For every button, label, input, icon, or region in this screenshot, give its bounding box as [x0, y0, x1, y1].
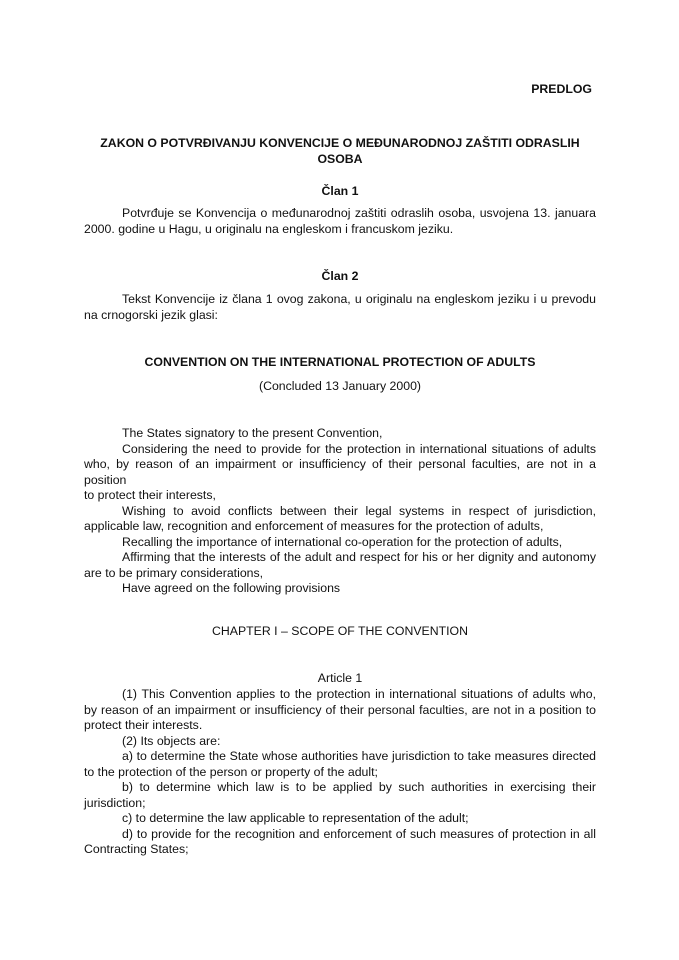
- preamble-p3-line-2: applicable law, recognition and enforcement of measures for the protection of adults,: [84, 519, 544, 533]
- convention-subtitle: (Concluded 13 January 2000): [258, 379, 421, 393]
- article-1-c: c) to determine the law applicable to representation of the adult;: [122, 811, 469, 825]
- article-1-line-2: 2000. godine u Hagu, u originalu na engleskom i francuskom jeziku.: [84, 221, 454, 236]
- preamble-p5-line-1: Affirming that the interests of the adult and respect for his or her dignity and autonomy: [122, 550, 596, 564]
- article-2-heading: Član 2: [321, 269, 359, 283]
- article-2-line-1: Tekst Konvencije iz člana 1 ovog zakona, u originalu na engleskom jeziku i u prevodu: [122, 292, 596, 306]
- article-2-line-2: na crnogorski jezik glasi:: [84, 307, 218, 322]
- preamble-p6: Have agreed on the following provisions: [122, 581, 341, 595]
- article-1-d-line-2: Contracting States;: [84, 842, 189, 856]
- article-1-text: [84, 206, 596, 237]
- article-1-s2: (2) Its objects are:: [122, 733, 221, 748]
- article-1-a-line-1: a) to determine the State whose authorities have jurisdiction to take measures directed: [122, 749, 596, 763]
- convention-article-1-heading: Article 1: [317, 671, 363, 685]
- article-1-b-line-2: jurisdiction;: [84, 795, 146, 810]
- law-title-line-1: ZAKON O POTVRĐIVANJU KONVENCIJE O MEĐUNARODNOJ ZAŠTITI ODRASLIH: [100, 136, 580, 150]
- article-1-s1-line-3: protect their interests.: [84, 718, 203, 732]
- article-1-d-line-1: d) to provide for the recognition and enforcement of such measures of protection in all: [122, 826, 596, 841]
- preamble-p2-line-3: to protect their interests,: [84, 488, 216, 502]
- preamble-p1: The States signatory to the present Convention,: [122, 426, 383, 440]
- article-2-text: [84, 292, 596, 323]
- article-1-a-line-2: to the protection of the person or property of the adult;: [84, 764, 378, 779]
- preamble-p2-line-1: Considering the need to provide for the protection in international situations of adults: [122, 441, 596, 456]
- preamble-p5-line-2: are to be primary considerations,: [84, 565, 264, 580]
- preamble-p3-line-1: Wishing to avoid conflicts between their legal systems in respect of jurisdiction,: [122, 503, 596, 518]
- proposal-label: PREDLOG: [531, 82, 592, 96]
- convention-title: CONVENTION ON THE INTERNATIONAL PROTECTION OF ADULTS: [144, 355, 536, 369]
- article-1-b-line-1: b) to determine which law is to be applied by such authorities in exercising their: [122, 780, 596, 794]
- convention-article-1-body: [84, 687, 596, 858]
- article-1-heading: Član 1: [321, 184, 359, 198]
- article-1-s1-line-2: by reason of an impairment or insufficiency of their personal faculties, are not in a position to: [84, 702, 596, 717]
- article-1-line-1: Potvrđuje se Konvencija o međunarodnoj zaštiti odraslih osoba, usvojena 13. januara: [122, 206, 596, 220]
- preamble: [84, 426, 596, 597]
- law-title-line-2: OSOBA: [317, 151, 363, 166]
- article-1-s1-line-1: (1) This Convention applies to the protection in international situations of adults who,: [122, 687, 596, 701]
- chapter-1-heading: CHAPTER I – SCOPE OF THE CONVENTION: [212, 624, 468, 638]
- preamble-p2-line-2: who, by reason of an impairment or insufficiency of their personal faculties, are not in a position: [84, 457, 596, 487]
- law-title: [80, 136, 600, 167]
- preamble-p4: Recalling the importance of international co-operation for the protection of adults,: [122, 534, 563, 549]
